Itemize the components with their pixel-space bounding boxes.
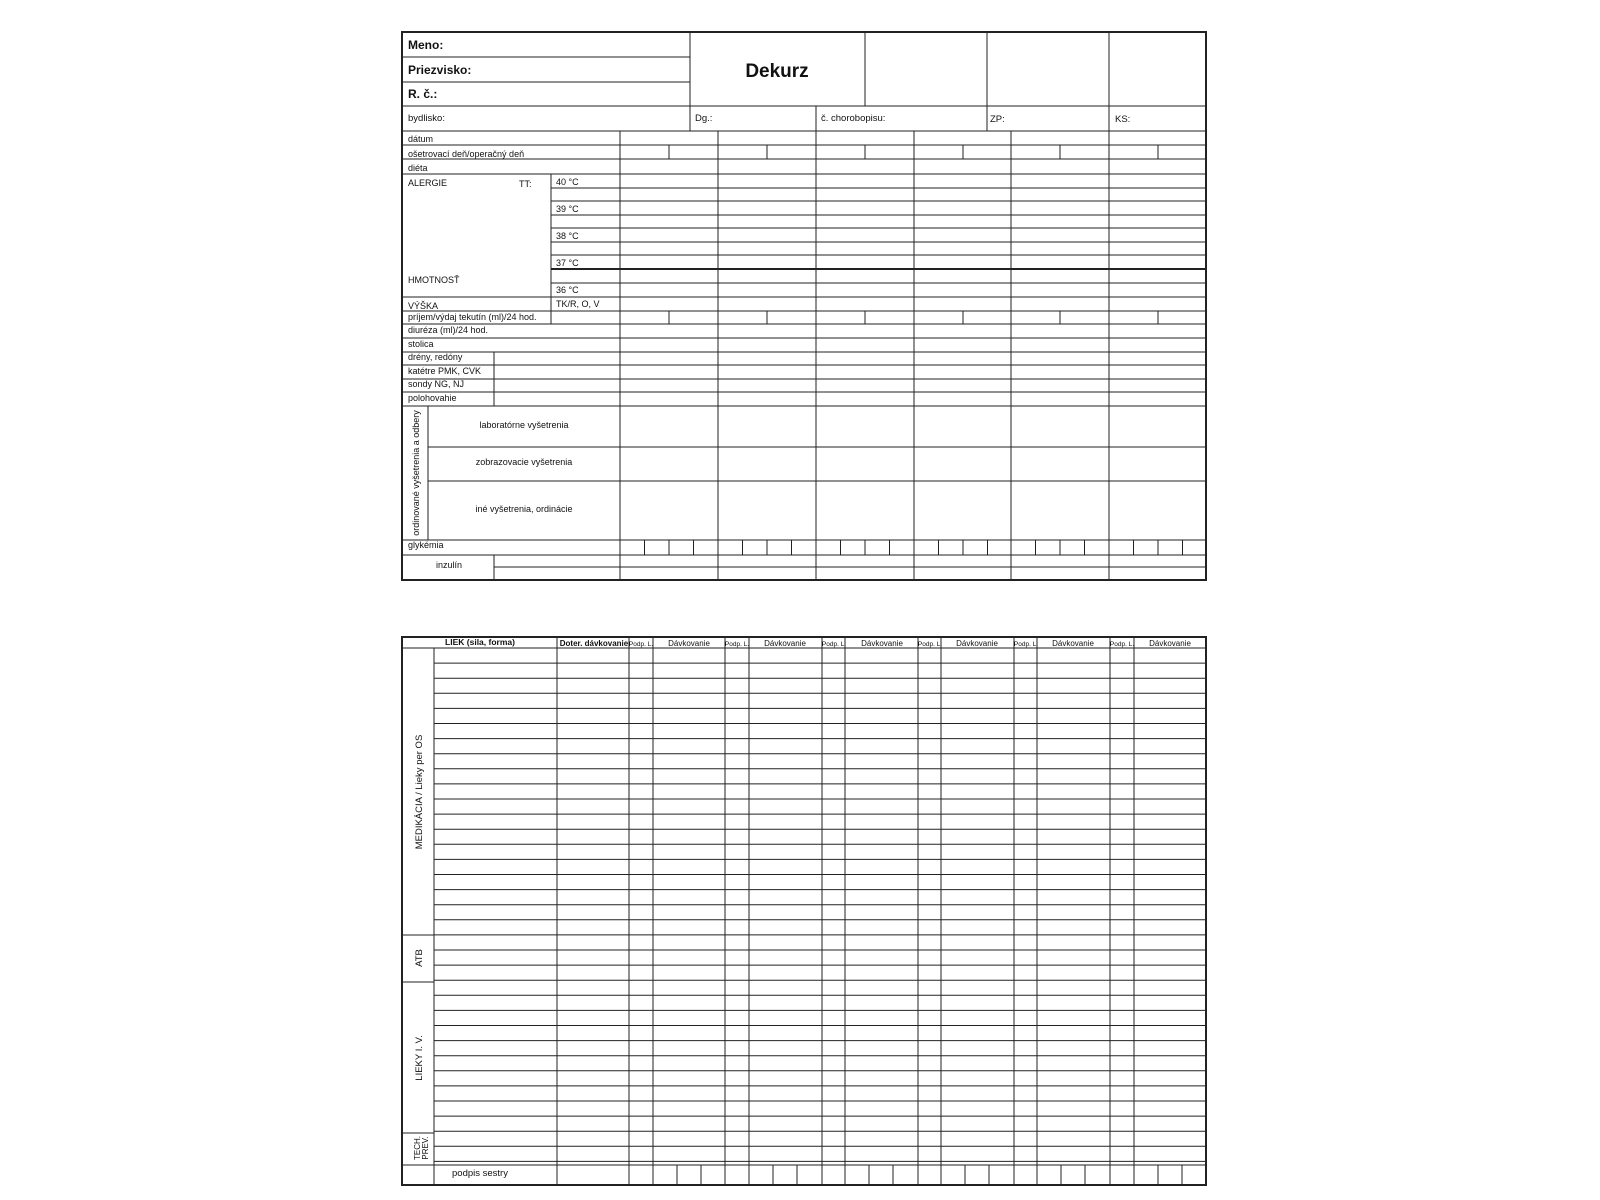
glykemia-label: glykémia bbox=[408, 540, 444, 550]
tk-label: TK/R, O, V bbox=[556, 299, 600, 309]
dieta-label: diéta bbox=[408, 163, 428, 173]
podp-header: Podp. L. bbox=[1013, 641, 1039, 648]
prev-section-label: PREV. bbox=[421, 1136, 430, 1160]
tech-section-label: TECH. bbox=[413, 1136, 422, 1160]
podp-header: Podp. L. bbox=[724, 641, 750, 648]
sondy-label: sondy NG, NJ bbox=[408, 379, 465, 389]
inzulin-label: inzulín bbox=[435, 560, 463, 570]
davkovanie-header: Dávkovanie bbox=[956, 639, 998, 648]
dg-label: Dg.: bbox=[695, 113, 713, 124]
atb-section-label: ATB bbox=[414, 949, 425, 967]
temp-label: 37 °C bbox=[556, 258, 579, 268]
bydlisko-label: bydlisko: bbox=[408, 113, 445, 124]
priezvisko-label: Priezvisko: bbox=[408, 63, 472, 77]
exams-vertical-label: ordinované vyšetrenia a odbery bbox=[411, 410, 421, 536]
podpis-sestry-label: podpis sestry bbox=[452, 1168, 508, 1179]
osetrovaci-label: ošetrovací deň/operačný deň bbox=[408, 149, 525, 159]
prijem-label: príjem/výdaj tekutín (ml)/24 hod. bbox=[408, 312, 537, 322]
davkovanie-header: Dávkovanie bbox=[861, 639, 903, 648]
ks-label: KS: bbox=[1115, 114, 1131, 125]
davkovanie-header: Dávkovanie bbox=[1052, 639, 1094, 648]
stolica-label: stolica bbox=[408, 339, 434, 349]
zp-label: ZP: bbox=[990, 114, 1005, 125]
diureza-label: diuréza (ml)/24 hod. bbox=[408, 325, 489, 335]
temp-label: 38 °C bbox=[556, 231, 579, 241]
exam-label: laboratórne vyšetrenia bbox=[479, 420, 569, 430]
katetre-label: katétre PMK, CVK bbox=[408, 366, 482, 376]
temp-label: 36 °C bbox=[556, 285, 579, 295]
exam-label: iné vyšetrenia, ordinácie bbox=[475, 504, 573, 514]
temp-label: 40 °C bbox=[556, 177, 579, 187]
medication-form-labels bbox=[413, 637, 1191, 1179]
alergie-label: ALERGIE bbox=[408, 178, 448, 188]
tt-label: TT: bbox=[519, 179, 532, 189]
podp-header: Podp. L. bbox=[821, 641, 847, 648]
podp-header: Podp. L. bbox=[917, 641, 943, 648]
chorobopis-label: č. chorobopisu: bbox=[821, 113, 886, 124]
rc-label: R. č.: bbox=[408, 87, 438, 101]
lieky-iv-section-label: LIEKY I. V. bbox=[414, 1035, 425, 1081]
liek-header: LIEK (sila, forma) bbox=[445, 637, 515, 647]
davkovanie-header: Dávkovanie bbox=[1149, 639, 1191, 648]
podp-header: Podp. L. bbox=[1109, 641, 1135, 648]
exam-label: zobrazovacie vyšetrenia bbox=[475, 457, 573, 467]
doter-header: Doter. dávkovanie bbox=[559, 639, 629, 648]
meno-label: Meno: bbox=[408, 38, 444, 52]
datum-label: dátum bbox=[408, 134, 434, 144]
hmotnost-label: HMOTNOSŤ bbox=[408, 275, 460, 285]
davkovanie-header: Dávkovanie bbox=[764, 639, 806, 648]
polohovanie-label: polohovahie bbox=[408, 393, 457, 403]
vyska-label: VÝŠKA bbox=[408, 301, 439, 311]
page-title: Dekurz bbox=[745, 61, 809, 82]
temp-label: 39 °C bbox=[556, 204, 579, 214]
medication-form bbox=[402, 637, 1206, 1185]
davkovanie-header: Dávkovanie bbox=[668, 639, 710, 648]
top-form-labels bbox=[408, 38, 1130, 570]
dreny-label: drény, redóny bbox=[408, 352, 463, 362]
podp-header: Podp. L. bbox=[628, 641, 654, 648]
top-form bbox=[402, 32, 1206, 580]
medikacia-section-label: MEDIKÁCIA / Lieky per OS bbox=[414, 734, 425, 850]
